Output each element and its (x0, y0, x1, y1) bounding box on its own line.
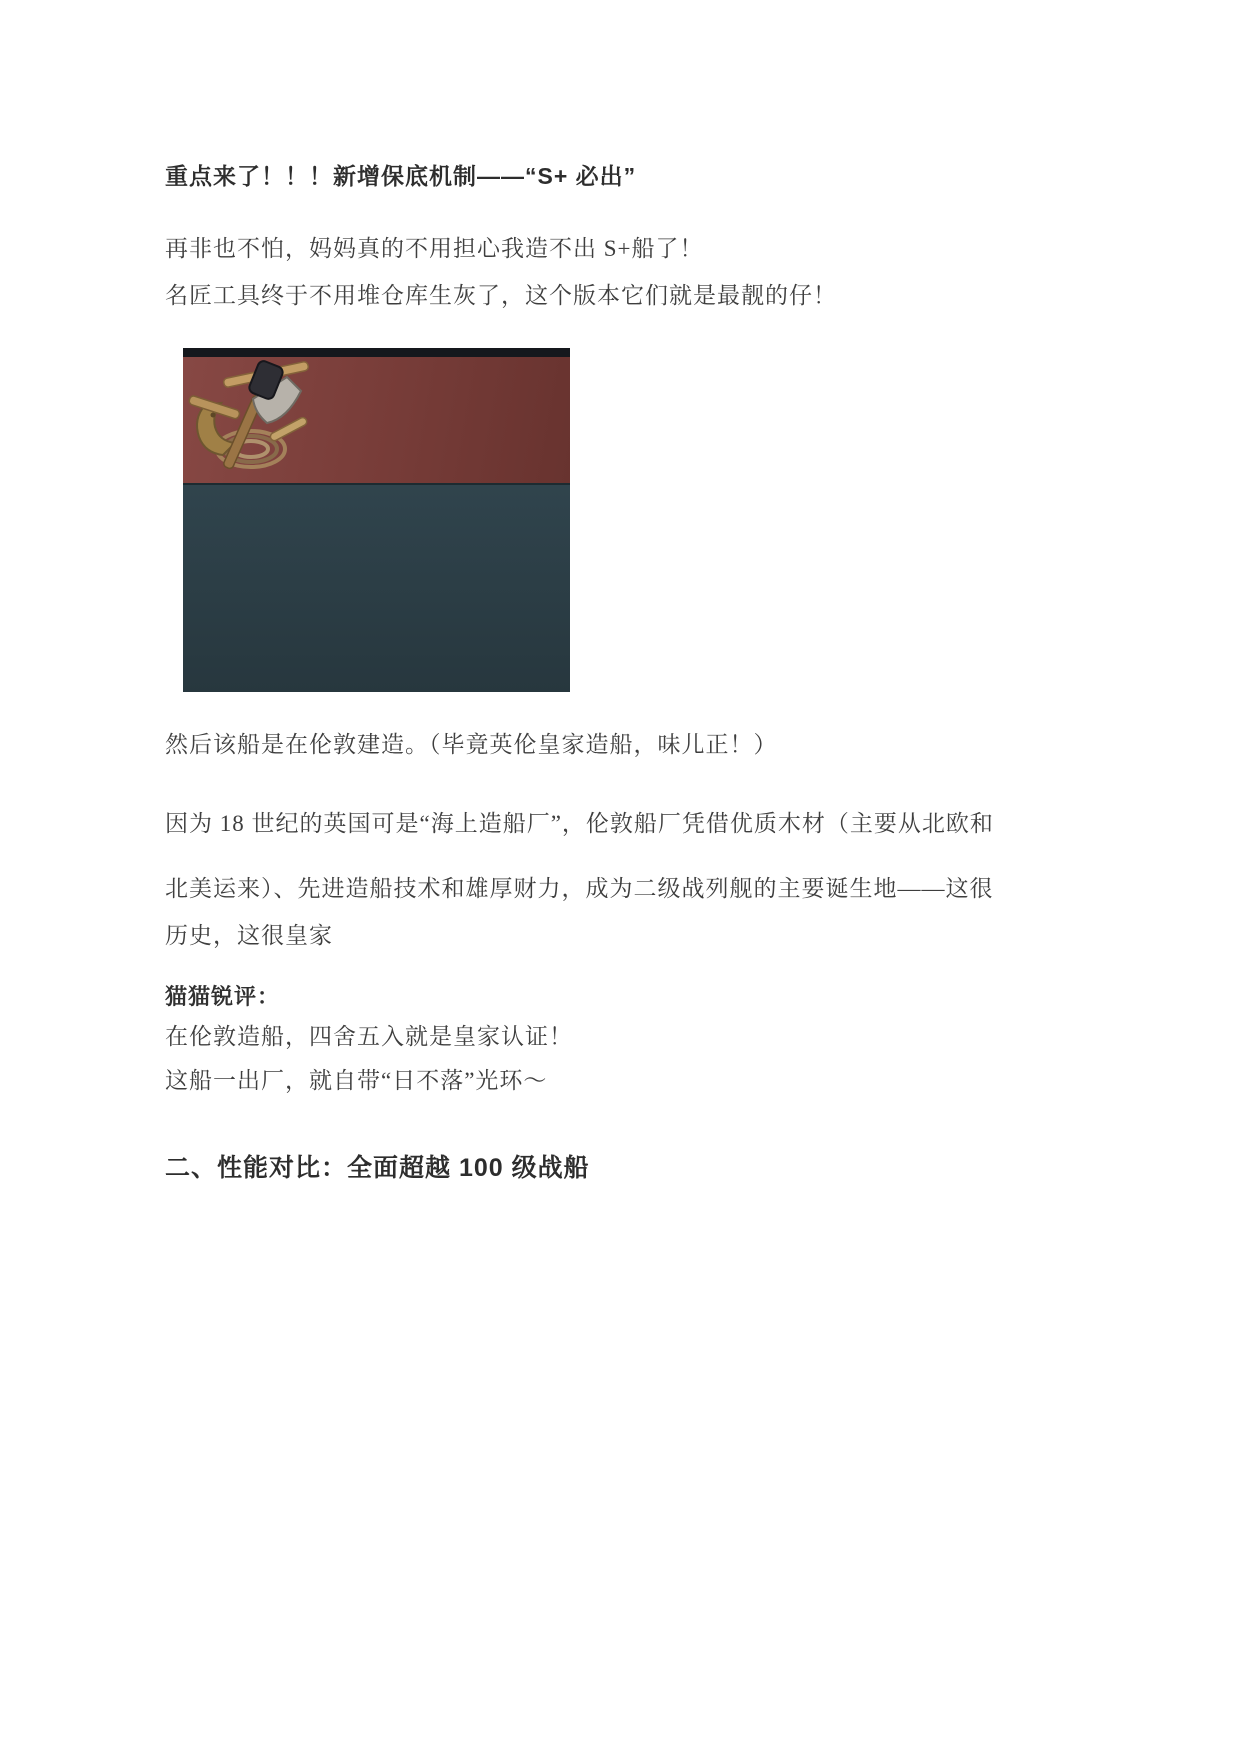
paragraph: 然后该船是在伦敦建造。（毕竟英伦皇家造船，味儿正！） (165, 732, 778, 757)
paragraph-line: 历史，这很皇家 (165, 923, 333, 948)
paragraph-line: 因为 18 世纪的英国可是“海上造船厂”，伦敦船厂凭借优质木材（主要从北欧和 (165, 811, 994, 836)
card-top-bar (183, 348, 570, 357)
paragraph: 再非也不怕，妈妈真的不用担心我造不出 S+船了！ (165, 236, 704, 261)
paragraph: 名匠工具终于不用堆仓库生灰了，这个版本它们就是最靓的仔！ (165, 283, 837, 308)
review-line: 在伦敦造船，四舍五入就是皇家认证！ (165, 1024, 573, 1049)
item-card-body-panel (183, 483, 570, 692)
craftsman-tools-icon (183, 357, 328, 483)
section-heading: 二、性能对比：全面超越 100 级战船 (165, 1154, 590, 1182)
paragraph-line: 北美运来）、先进造船技术和雄厚财力，成为二级战列舰的主要诞生地——这很 (165, 876, 994, 901)
review-line: 这船一出厂，就自带“日不落”光环～ (165, 1068, 548, 1093)
item-card-screenshot (183, 348, 570, 692)
review-heading: 猫猫锐评： (165, 984, 281, 1009)
article-title: 重点来了！！！新增保底机制——“S+ 必出” (165, 163, 637, 189)
